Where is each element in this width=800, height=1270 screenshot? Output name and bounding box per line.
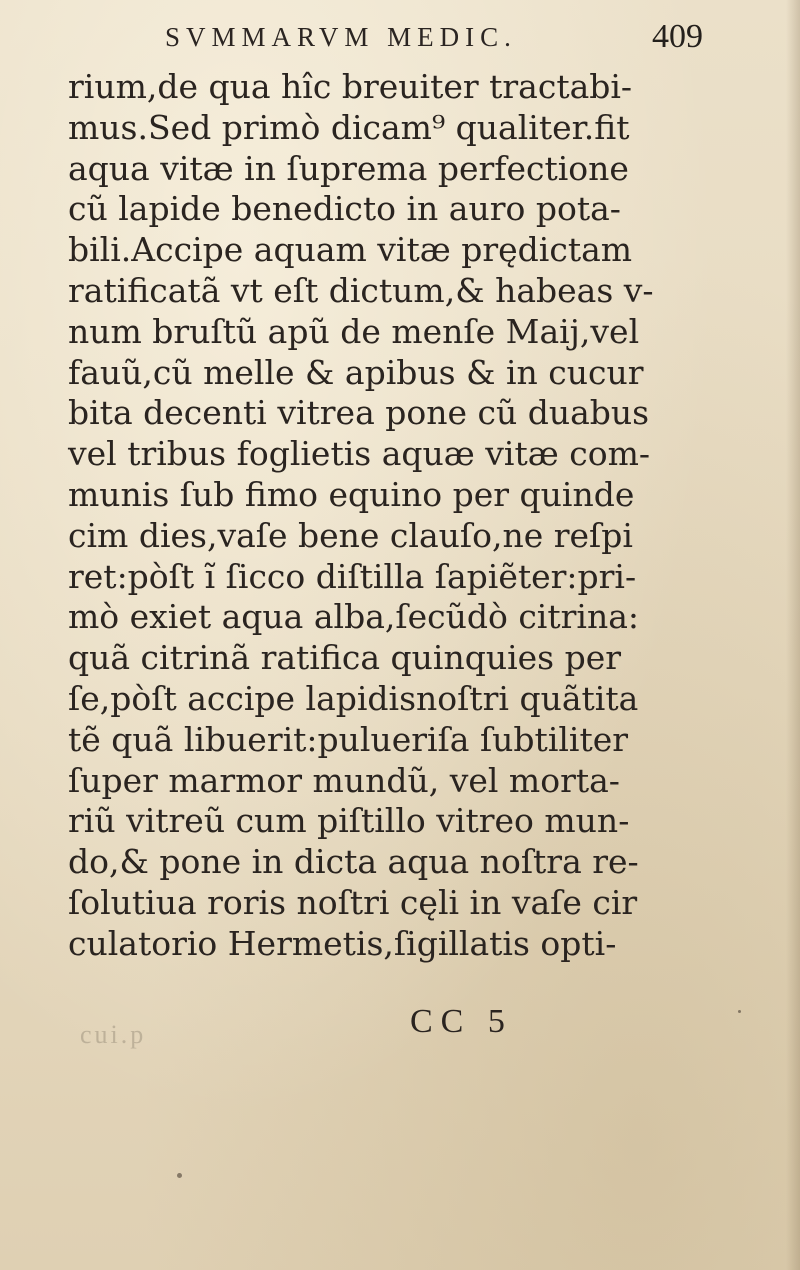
text-line: riũ vitreũ cum piſtillo vitreo mun-	[68, 801, 630, 841]
text-line: cim dies,vaſe bene clauſo,ne reſpi	[68, 515, 633, 555]
ink-speck	[177, 1173, 182, 1178]
ink-speck	[738, 1010, 741, 1013]
text-line: ret:pòſt ĩ ſicco diſtilla ſapiẽter:pri-	[68, 556, 637, 596]
text-line: quã citrinã ratifica quinquies per	[68, 638, 622, 678]
text-line: vel tribus foglietis aquæ vitæ com-	[68, 434, 651, 474]
signature-mark: CC 5	[410, 1003, 513, 1040]
text-line: do,& pone in dicta aqua noſtra re-	[68, 842, 639, 882]
body-text	[68, 67, 668, 965]
text-line: bili.Accipe aquam vitæ prędictam	[68, 230, 633, 270]
text-line: ſolutiua roris noſtri cęli in vaſe cir	[68, 882, 638, 922]
page-header	[165, 14, 725, 58]
page-edge-shadow	[786, 0, 800, 1270]
text-line: aqua vitæ in ſuprema perfectione	[68, 148, 629, 188]
text-line: bita decenti vitrea pone cũ duabus	[68, 393, 650, 433]
text-line: cũ lapide benedicto in auro pota-	[68, 189, 621, 229]
text-line: tẽ quã libuerit:pulueriſa ſubtiliter	[68, 719, 629, 759]
text-line: mò exiet aqua alba,ſecũdò citrina:	[68, 597, 639, 637]
text-line: ratificatã vt eſt dictum,& habeas v-	[68, 270, 654, 310]
running-head: SVMMARVM MEDIC.	[165, 22, 517, 52]
page-footer	[80, 1000, 640, 1050]
text-line: num bruſtũ apũ de menſe Maij,vel	[68, 311, 640, 351]
text-line: culatorio Hermetis,ſigillatis opti-	[68, 923, 617, 963]
page-number: 409	[652, 18, 703, 55]
text-line: mus.Sed primò dicam⁹ qualiter.fit	[68, 107, 630, 147]
text-line: munis ſub fimo equino per quinde	[68, 474, 635, 514]
bleed-through-text: cui.p	[80, 1020, 147, 1049]
text-line: rium,de qua hîc breuiter tractabi-	[68, 67, 633, 106]
text-line: ſuper marmor mundũ, vel morta-	[68, 760, 620, 800]
text-line: ſe,pòſt accipe lapidisnoſtri quãtita	[68, 678, 639, 718]
text-line: fauũ,cũ melle & apibus & in cucur	[68, 352, 644, 392]
